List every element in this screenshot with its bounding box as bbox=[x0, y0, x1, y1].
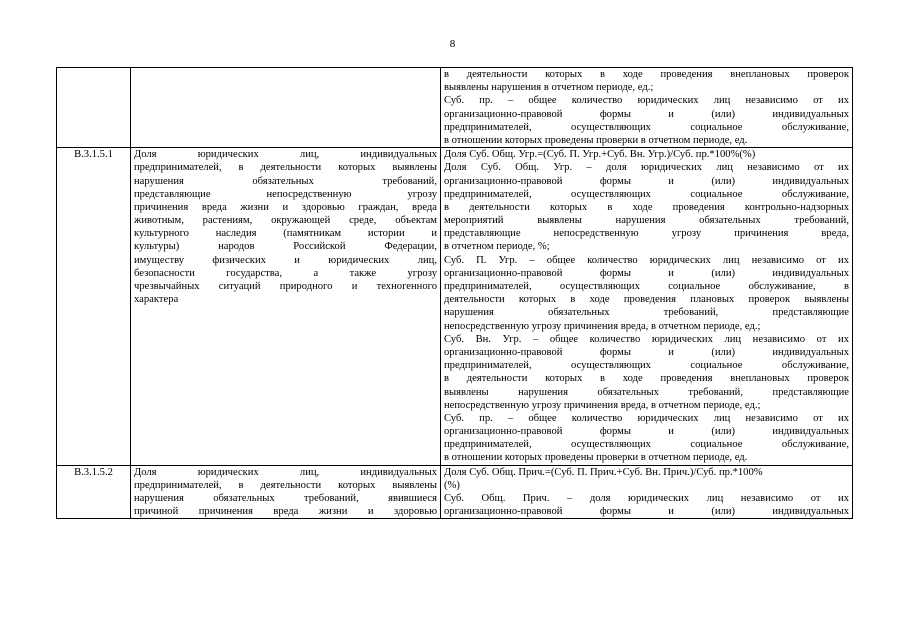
formula-line: Доля Суб. Общ. Угр.=(Суб. П. Угр.+Суб. Вн. Угр.)/Суб. пр.*100%(%) bbox=[444, 149, 756, 161]
formula-line: предпринимателей, осуществляющих социальное обслуживание, bbox=[444, 439, 849, 451]
formula-line: Суб. пр. – общее количество юридических лиц независимо от их bbox=[444, 412, 849, 424]
formula-line: нарушения обязательных требований, представляющие bbox=[444, 307, 849, 319]
indicator-name-line: культурного наследия (памятникам истории и bbox=[134, 228, 437, 240]
formula-line: непосредственную угрозу причинения вреда, в отчетном периоде, ед.; bbox=[444, 320, 761, 332]
formula-line: в отношении которых проведены проверки в отчетном периоде, ед. bbox=[444, 452, 748, 464]
indicator-formula bbox=[441, 148, 853, 466]
indicator-name-line: Доля юридических лиц, индивидуальных bbox=[134, 466, 437, 478]
indicator-name bbox=[131, 68, 441, 148]
indicator-code bbox=[57, 68, 131, 148]
indicator-name-line: причинения вреда жизни и здоровью граждан, вреда bbox=[134, 201, 437, 213]
indicator-name-line: предпринимателей, в деятельности которых выявлены bbox=[134, 479, 437, 491]
formula-line: в деятельности которых в ходе проведения контрольно-надзорных bbox=[444, 201, 849, 213]
formula-line: непосредственную угрозу причинения вреда, в отчетном периоде, ед.; bbox=[444, 399, 761, 411]
formula-line: организационно-правовой формы и (или) индивидуальных bbox=[444, 346, 849, 358]
formula-line: организационно-правовой формы и (или) индивидуальных bbox=[444, 267, 849, 279]
formula-line: в отчетном периоде, %; bbox=[444, 241, 550, 253]
formula-line: организационно-правовой формы и (или) индивидуальных bbox=[444, 426, 849, 438]
indicator-name-line: животным, растениям, окружающей среде, объектам bbox=[134, 215, 437, 227]
indicators-table bbox=[56, 67, 853, 519]
indicator-name-line: имуществу физических и юридических лиц, bbox=[134, 254, 437, 266]
formula-line: Суб. Общ. Прич. – доля юридических лиц независимо от их bbox=[444, 493, 849, 504]
formula-line: Суб. пр. – общее количество юридических лиц независимо от их bbox=[444, 95, 849, 107]
indicator-name-line: нарушения обязательных требований, bbox=[134, 175, 437, 187]
formula-line: выявлены нарушения в отчетном периоде, ед.; bbox=[444, 82, 654, 94]
indicator-name-line: причиной причинения вреда жизни и здоровью bbox=[134, 506, 437, 518]
formula-line: предпринимателей, осуществляющих социальное обслуживание, bbox=[444, 121, 849, 133]
indicator-code: В.3.1.5.2 bbox=[57, 465, 131, 519]
indicator-name-line: предпринимателей, в деятельности которых выявлены bbox=[134, 162, 437, 174]
formula-line: предпринимателей, осуществляющих социальное обслуживание, bbox=[444, 360, 849, 372]
formula-line: предпринимателей, осуществляющих социальное обслуживание, bbox=[444, 188, 849, 200]
indicator-name-line: чрезвычайных ситуаций природного и техногенного bbox=[134, 281, 437, 292]
formula-line: предпринимателей, осуществляющих социальное обслуживание, в bbox=[444, 281, 849, 292]
indicator-name bbox=[131, 148, 441, 466]
formula-line: мероприятий выявлены нарушения обязательных требований, bbox=[444, 215, 849, 227]
indicator-name-line: нарушения обязательных требований, явившиеся bbox=[134, 493, 437, 504]
formula-line: организационно-правовой формы и (или) индивидуальных bbox=[444, 108, 849, 120]
formula-line: Суб. П. Угр. – общее количество юридических лиц независимо от их bbox=[444, 254, 849, 266]
formula-line: представляющие непосредственную угрозу причинения вреда, bbox=[444, 228, 849, 240]
indicator-name-line: культуры) народов Российской Федерации, bbox=[134, 241, 437, 253]
indicator-name bbox=[131, 465, 441, 519]
formula-line: Суб. Вн. Угр. – общее количество юридических лиц независимо от их bbox=[444, 333, 849, 345]
formula-line: в деятельности которых в ходе проведения внеплановых проверок bbox=[444, 69, 849, 80]
indicator-name-line: Доля юридических лиц, индивидуальных bbox=[134, 149, 437, 161]
indicator-name-line: безопасности государства, а также угрозу bbox=[134, 267, 437, 279]
indicator-name-line: представляющие непосредственную угрозу bbox=[134, 188, 437, 200]
table-row bbox=[57, 68, 853, 148]
formula-line: Доля Суб. Общ. Угр. – доля юридических лиц независимо от их bbox=[444, 162, 849, 174]
indicator-formula bbox=[441, 465, 853, 519]
indicator-code: В.3.1.5.1 bbox=[57, 148, 131, 466]
indicator-formula bbox=[441, 68, 853, 148]
formula-line: Доля Суб. Общ. Прич.=(Суб. П. Прич.+Суб. Вн. Прич.)/Суб. пр.*100% bbox=[444, 466, 763, 478]
formula-line: организационно-правовой формы и (или) индивидуальных bbox=[444, 175, 849, 187]
formula-line: (%) bbox=[444, 479, 460, 491]
table-row bbox=[57, 465, 853, 519]
table-row bbox=[57, 148, 853, 466]
indicator-name-line: характера bbox=[134, 294, 179, 306]
formula-line: организационно-правовой формы и (или) индивидуальных bbox=[444, 506, 849, 518]
page-number: 8 bbox=[449, 38, 456, 50]
formula-line: в отношении которых проведены проверки в отчетном периоде, ед. bbox=[444, 134, 748, 146]
formula-line: деятельности которых в ходе проведения плановых проверок выявлены bbox=[444, 294, 849, 306]
formula-line: выявлены нарушения обязательных требований, представляющие bbox=[444, 386, 849, 398]
formula-line: в деятельности которых в ходе проведения внеплановых проверок bbox=[444, 373, 849, 385]
